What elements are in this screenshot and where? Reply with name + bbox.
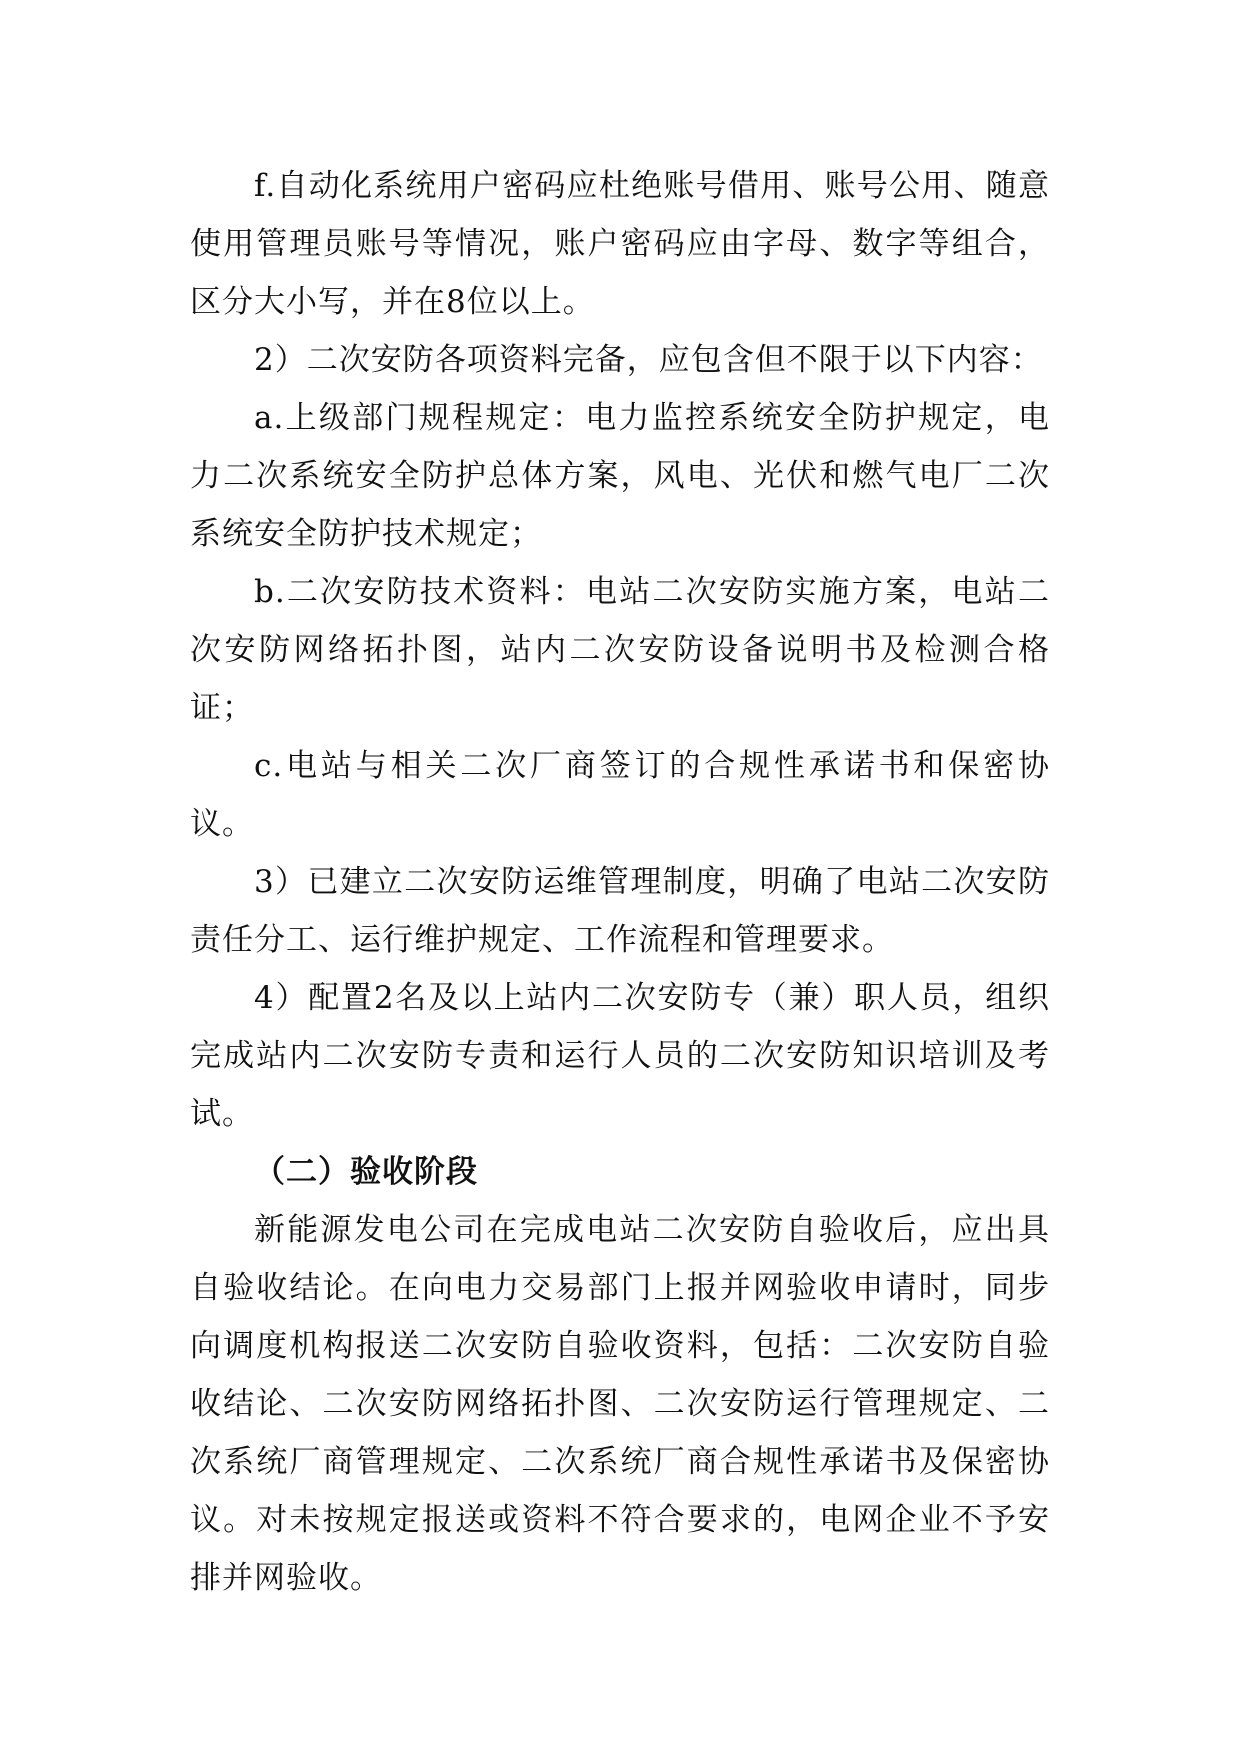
paragraph-item-b: b.二次安防技术资料：电站二次安防实施方案，电站二次安防网络拓扑图，站内二次安防设备说明书及检测合格证； (190, 574, 1050, 726)
paragraph-item-c: c.电站与相关二次厂商签订的合规性承诺书和保密协议。 (190, 748, 1050, 842)
paragraph-item-f: f.自动化系统用户密码应杜绝账号借用、账号公用、随意使用管理员账号等情况，账户密码应由字母、数字等组合，区分大小写，并在8位以上。 (190, 168, 1050, 320)
paragraph-acceptance: 新能源发电公司在完成电站二次安防自验收后，应出具自验收结论。在向电力交易部门上报并网验收申请时，同步向调度机构报送二次安防自验收资料，包括：二次安防自验收结论、二次安防网络拓扑图、二次安防运行管理规定、二次系统厂商管理规定、二次系统厂商合规性承诺书及保密协议。对未按规定报送或资料不符合要求的，电网企业不予安排并网验收。 (190, 1212, 1050, 1596)
paragraph-item-3: 3）已建立二次安防运维管理制度，明确了电站二次安防责任分工、运行维护规定、工作流程和管理要求。 (190, 864, 1050, 958)
paragraph-item-2: 2）二次安防各项资料完备，应包含但不限于以下内容： (254, 342, 1043, 378)
section-heading-acceptance: （二）验收阶段 (254, 1154, 478, 1190)
document-body (190, 157, 1050, 1607)
paragraph-item-4: 4）配置2名及以上站内二次安防专（兼）职人员，组织完成站内二次安防专责和运行人员的二次安防知识培训及考试。 (190, 980, 1050, 1132)
paragraph-item-a: a.上级部门规程规定：电力监控系统安全防护规定，电力二次系统安全防护总体方案，风电、光伏和燃气电厂二次系统安全防护技术规定； (190, 400, 1050, 552)
